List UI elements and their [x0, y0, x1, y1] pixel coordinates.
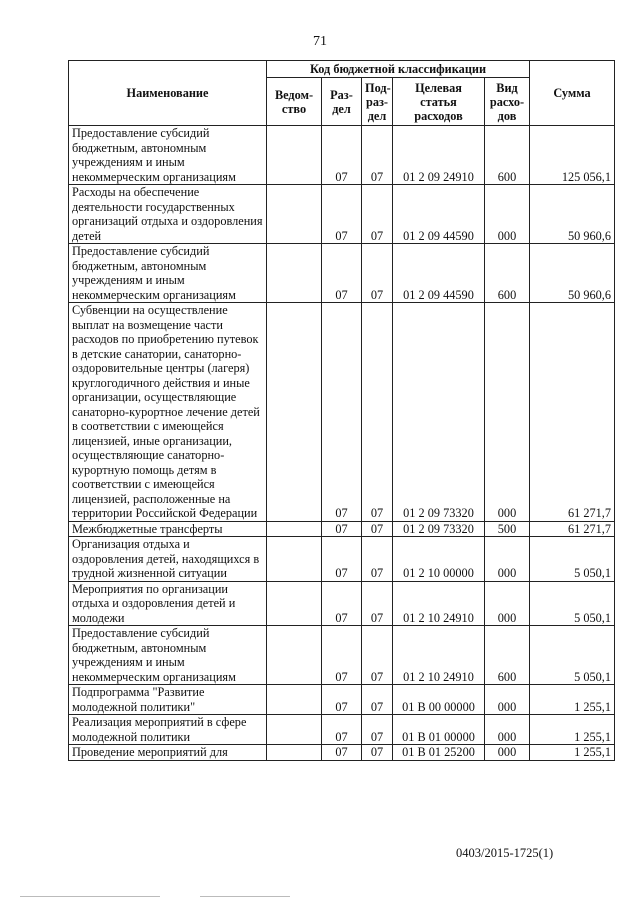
cell-target-article: 01 В 01 00000	[393, 715, 485, 745]
cell-target-article: 01 2 10 00000	[393, 537, 485, 582]
cell-vedomstvo	[267, 303, 322, 522]
cell-vedomstvo	[267, 685, 322, 715]
cell-podrazdel: 07	[362, 626, 393, 685]
cell-expense-type: 600	[485, 126, 530, 185]
cell-razdel: 07	[322, 626, 362, 685]
cell-razdel: 07	[322, 303, 362, 522]
cell-name: Проведение мероприятий для	[69, 745, 267, 761]
cell-podrazdel: 07	[362, 521, 393, 537]
cell-razdel: 07	[322, 521, 362, 537]
cell-razdel: 07	[322, 537, 362, 582]
header-classification-group: Код бюджетной классификации	[267, 61, 530, 78]
cell-razdel: 07	[322, 126, 362, 185]
table-row	[69, 745, 615, 761]
cell-podrazdel: 07	[362, 126, 393, 185]
page-number: 71	[313, 34, 327, 49]
cell-name: Подпрограмма "Развитие молодежной политики"	[69, 685, 267, 715]
cell-name: Расходы на обеспечение деятельности государственных организаций отдыха и оздоровления детей	[69, 185, 267, 244]
cell-vedomstvo	[267, 745, 322, 761]
cell-sum: 125 056,1	[530, 126, 615, 185]
cell-name: Предоставление субсидий бюджетным, автономным учреждениям и иным некоммерческим организациям	[69, 126, 267, 185]
table-row	[69, 581, 615, 626]
cell-vedomstvo	[267, 244, 322, 303]
cell-sum: 5 050,1	[530, 537, 615, 582]
table-row	[69, 537, 615, 582]
cell-name: Организация отдыха и оздоровления детей, находящихся в трудной жизненной ситуации	[69, 537, 267, 582]
table-row	[69, 303, 615, 522]
cell-sum: 61 271,7	[530, 303, 615, 522]
table-row	[69, 185, 615, 244]
cell-podrazdel: 07	[362, 685, 393, 715]
cell-vedomstvo	[267, 715, 322, 745]
cell-target-article: 01 2 10 24910	[393, 626, 485, 685]
cell-target-article: 01 2 09 24910	[393, 126, 485, 185]
cell-name: Мероприятия по организации отдыха и оздоровления детей и молодежи	[69, 581, 267, 626]
cell-vedomstvo	[267, 185, 322, 244]
cell-vedomstvo	[267, 537, 322, 582]
cell-target-article: 01 2 10 24910	[393, 581, 485, 626]
cell-vedomstvo	[267, 626, 322, 685]
table-row	[69, 244, 615, 303]
cell-sum: 61 271,7	[530, 521, 615, 537]
header-sum: Сумма	[530, 61, 615, 126]
header-vedomstvo: Ведом-ство	[267, 78, 322, 126]
cell-expense-type: 500	[485, 521, 530, 537]
cell-target-article: 01 В 00 00000	[393, 685, 485, 715]
cell-podrazdel: 07	[362, 581, 393, 626]
table-row	[69, 626, 615, 685]
table-row	[69, 521, 615, 537]
cell-target-article: 01 2 09 73320	[393, 521, 485, 537]
cell-razdel: 07	[322, 244, 362, 303]
cell-razdel: 07	[322, 745, 362, 761]
cell-expense-type: 600	[485, 626, 530, 685]
document-code: 0403/2015-1725(1)	[456, 846, 554, 860]
cell-expense-type: 000	[485, 745, 530, 761]
cell-sum: 50 960,6	[530, 185, 615, 244]
cell-target-article: 01 2 09 73320	[393, 303, 485, 522]
cell-expense-type: 000	[485, 303, 530, 522]
cell-expense-type: 600	[485, 244, 530, 303]
header-expense-type: Вид расхо-дов	[485, 78, 530, 126]
cell-name: Межбюджетные трансферты	[69, 521, 267, 537]
header-target-article: Целевая статья расходов	[393, 78, 485, 126]
cell-expense-type: 000	[485, 581, 530, 626]
cell-razdel: 07	[322, 185, 362, 244]
cell-razdel: 07	[322, 581, 362, 626]
cell-name: Реализация мероприятий в сфере молодежной политики	[69, 715, 267, 745]
cell-podrazdel: 07	[362, 185, 393, 244]
cell-target-article: 01 2 09 44590	[393, 185, 485, 244]
cell-podrazdel: 07	[362, 244, 393, 303]
cell-sum: 1 255,1	[530, 685, 615, 715]
cell-expense-type: 000	[485, 185, 530, 244]
header-razdel: Раз-дел	[322, 78, 362, 126]
cell-razdel: 07	[322, 685, 362, 715]
cell-name: Предоставление субсидий бюджетным, автономным учреждениям и иным некоммерческим организациям	[69, 626, 267, 685]
cell-vedomstvo	[267, 126, 322, 185]
cell-target-article: 01 2 09 44590	[393, 244, 485, 303]
cell-podrazdel: 07	[362, 303, 393, 522]
scan-artifact	[200, 896, 290, 897]
cell-podrazdel: 07	[362, 715, 393, 745]
cell-expense-type: 000	[485, 715, 530, 745]
cell-expense-type: 000	[485, 685, 530, 715]
table-row	[69, 126, 615, 185]
header-podrazdel: Под-раз-дел	[362, 78, 393, 126]
header-name: Наименование	[69, 61, 267, 126]
cell-expense-type: 000	[485, 537, 530, 582]
cell-sum: 5 050,1	[530, 626, 615, 685]
scan-artifact	[20, 896, 160, 897]
cell-vedomstvo	[267, 521, 322, 537]
table-row	[69, 685, 615, 715]
cell-sum: 1 255,1	[530, 745, 615, 761]
cell-name: Предоставление субсидий бюджетным, автономным учреждениям и иным некоммерческим организациям	[69, 244, 267, 303]
cell-sum: 50 960,6	[530, 244, 615, 303]
table-row	[69, 715, 615, 745]
budget-table	[68, 60, 615, 761]
cell-razdel: 07	[322, 715, 362, 745]
cell-sum: 1 255,1	[530, 715, 615, 745]
cell-sum: 5 050,1	[530, 581, 615, 626]
cell-podrazdel: 07	[362, 537, 393, 582]
cell-name: Субвенции на осуществление выплат на возмещение части расходов по приобретению путевок в детские санатории, санаторно-оздоровительные центры (лагеря) круглогодичного действия и иные организации, осуществляющие санаторно-курортное лечение детей в соответствии с имеющейся лицензией, иные организации, осуществляющие санаторно-курортную помощь детям в соответствии с имеющейся лицензией, расположенные на территории Российской Федерации	[69, 303, 267, 522]
cell-vedomstvo	[267, 581, 322, 626]
cell-target-article: 01 В 01 25200	[393, 745, 485, 761]
cell-podrazdel: 07	[362, 745, 393, 761]
